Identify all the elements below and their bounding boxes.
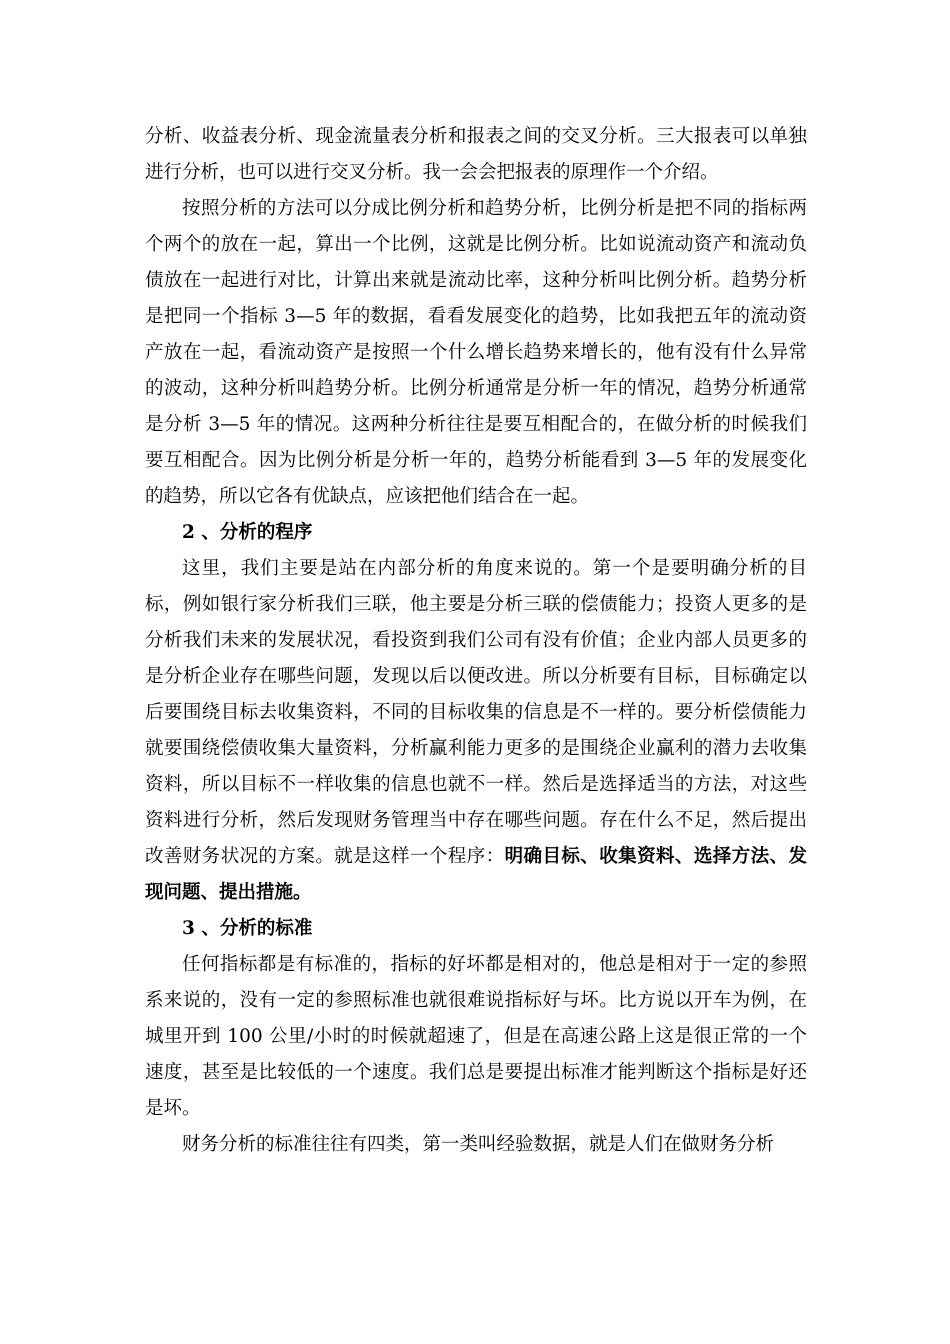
paragraph-analysis-procedure (145, 551, 807, 911)
heading-analysis-standards: 3 、分析的标准 (182, 918, 313, 939)
procedure-text: 这里，我们主要是站在内部分析的角度来说的。第一个是要明确分析的目标，例如银行家分析我们三联，他主要是分析三联的偿债能力；投资人更多的是分析我们未来的发展状况，看投资到我们公司有没有价值；企业内部人员更多的是分析企业存在哪些问题，发现以后以便改进。所以分析要有目标，目标确定以后要围绕目标去收集资料，不同的目标收集的信息是不一样的。要分析偿债能力就要围绕偿债收集大量资料，分析赢利能力更多的是围绕企业赢利的潜力去收集资料，所以目标不一样收集的信息也就不一样。然后是选择适当的方法，对这些资料进行分析，然后发现财务管理当中存在哪些问题。存在什么不足，然后提出改善财务状况的方案。就是这样一个程序： (145, 558, 807, 867)
document-page (145, 119, 807, 1163)
paragraph-analysis-standards: 任何指标都是有标准的，指标的好坏都是相对的，他总是相对于一定的参照系来说的，没有一定的参照标准也就很难说指标好与坏。比方说以开车为例，在城里开到 100 公里/小时的时候就超速了，但是在高速公路上这是很正常的一个速度，甚至是比较低的一个速度。我们总是要提出标准才能判断这个指标是好还是坏。 (145, 954, 807, 1119)
paragraph-report-analysis: 分析、收益表分析、现金流量表分析和报表之间的交叉分析。三大报表可以单独进行分析，也可以进行交叉分析。我一会会把报表的原理作一个介绍。 (145, 126, 807, 183)
procedure-steps-bold: 明确目标、收集资料、选择方法、发现问题、提出措施。 (145, 846, 807, 903)
paragraph-analysis-methods: 按照分析的方法可以分成比例分析和趋势分析，比例分析是把不同的指标两个两个的放在一起，算出一个比例，这就是比例分析。比如说流动资产和流动负债放在一起进行对比，计算出来就是流动比率，这种分析叫比例分析。趋势分析是把同一个指标 3—5 年的数据，看看发展变化的趋势，比如我把五年的流动资产放在一起，看流动资产是按照一个什么增长趋势来增长的，他有没有什么异常的波动，这种分析叫趋势分析。比例分析通常是分析一年的情况，趋势分析通常是分析 3—5 年的情况。这两种分析往往是要互相配合的，在做分析的时候我们要互相配合。因为比例分析是分析一年的，趋势分析能看到 3—5 年的发展变化的趋势，所以它各有优缺点，应该把他们结合在一起。 (145, 198, 807, 507)
heading-analysis-procedure: 2 、分析的程序 (182, 522, 313, 543)
paragraph-standard-types: 财务分析的标准往往有四类，第一类叫经验数据，就是人们在做财务分析 (182, 1134, 775, 1155)
